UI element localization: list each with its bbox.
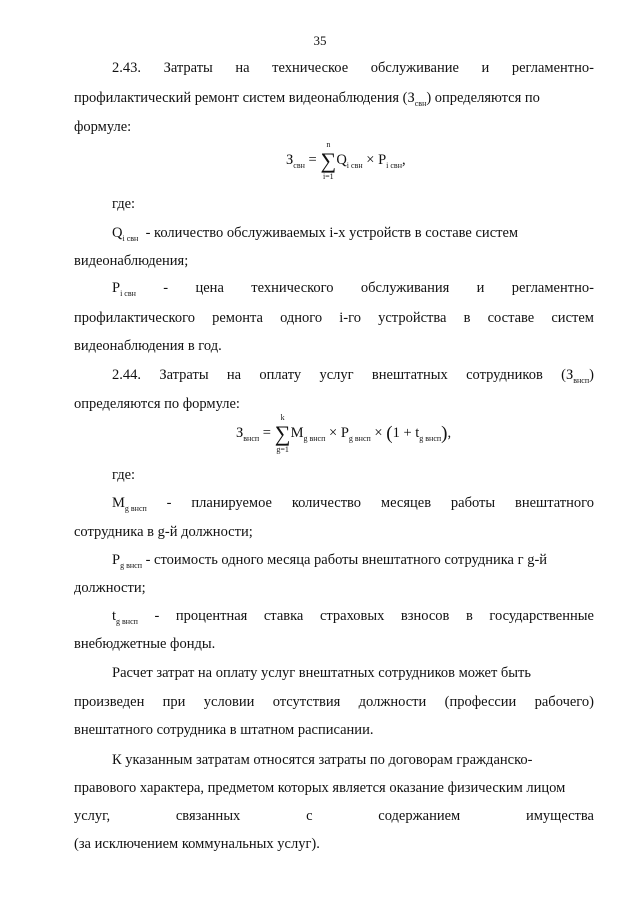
q-definition-line-2: видеонаблюдения; xyxy=(74,253,189,269)
calc-line-3: внештатного сотрудника в штатном расписании. xyxy=(74,722,374,738)
k-line-1: К указанным затратам относятся затраты по договорам гражданско- xyxy=(112,752,533,768)
calc-line-2: произведен при условии отсутствия должности (профессии рабочего) xyxy=(74,694,594,710)
formula-svn: $З_{свн}$ = n ∑ i=1 $Q_{i свн} \times P_{i свн}$, xyxy=(286,140,406,181)
word: и xyxy=(481,60,490,76)
paragraph-2-44-line-2: определяются по формуле: xyxy=(74,396,240,412)
sum-symbol: k ∑ g=1 xyxy=(274,413,291,454)
k-line-2: правового характера, предметом которых является оказание физическим лицом xyxy=(74,780,566,796)
clause-number: 2.43. xyxy=(112,60,141,76)
t-definition-line-2: внебюджетные фонды. xyxy=(74,636,216,652)
sum-symbol: n ∑ i=1 xyxy=(320,140,337,181)
paragraph-2-43-line-3: формуле: xyxy=(74,119,132,135)
where-label-2: где: xyxy=(112,467,136,483)
where-label-1: где: xyxy=(112,196,136,212)
word: регламентно- xyxy=(511,60,594,76)
paragraph-2-44-line-1: 2.44. Затраты на оплату услуг внештатных сотрудников $(З_{внсп})$ xyxy=(112,367,594,385)
calc-line-1: Расчет затрат на оплату услуг внештатных сотрудников может быть xyxy=(112,665,531,681)
formula-vnsp: $З_{внсп}$ = k ∑ g=1 $M_{g внсп} \times P_{g внсп} \times (1 + t_{g внсп})$, xyxy=(236,413,452,454)
pg-definition-line-2: должности; xyxy=(74,580,146,596)
k-line-3: услуг, связанных с содержанием имущества xyxy=(74,808,594,824)
word: обслуживание xyxy=(370,60,459,76)
word: на xyxy=(235,60,250,76)
word: Затраты xyxy=(163,60,213,76)
p-definition-line-3: видеонаблюдения в год. xyxy=(74,338,222,354)
paragraph-2-43-line-2: профилактический ремонт систем видеонаблюдения $(З_{свн})$ определяются по xyxy=(74,90,540,108)
word: техническое xyxy=(272,60,349,76)
p-definition-line-1: $P_{i свн}$ - цена технического обслуживания и регламентно- xyxy=(112,280,594,298)
paragraph-2-43-line-1 xyxy=(112,60,594,77)
q-definition-line-1: $Q_{i свн}$ - количество обслуживаемых i-х устройств в составе систем xyxy=(112,225,519,243)
p-definition-line-2: профилактического ремонта одного i-го устройства в составе систем xyxy=(74,310,594,326)
page-number: 35 xyxy=(313,33,327,48)
m-definition-line-1: $M_{g внсп}$ - планируемое количество месяцев работы внештатного xyxy=(112,495,594,513)
t-definition-line-1: $t_{g внсп}$ - процентная ставка страховых взносов в государственные xyxy=(112,608,594,626)
m-definition-line-2: сотрудника в g-й должности; xyxy=(74,524,253,540)
k-line-4: (за исключением коммунальных услуг). xyxy=(74,836,320,852)
pg-definition-line-1: $P_{g внсп}$ - стоимость одного месяца работы внештатного сотрудника г g-й xyxy=(112,552,548,570)
